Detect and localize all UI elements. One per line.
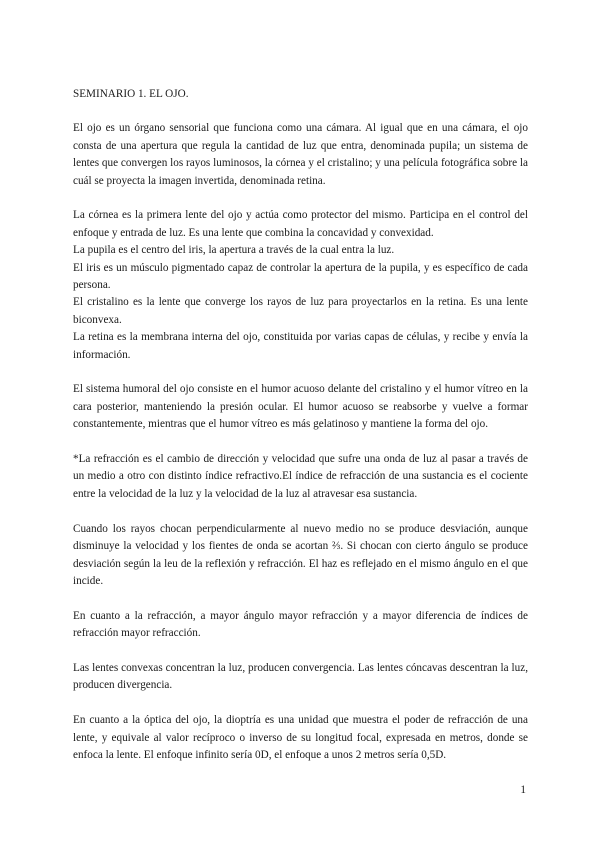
document-title: SEMINARIO 1. EL OJO. [73,88,189,100]
paragraph-refraction: *La refracción es el cambio de dirección y velocidad que sufre una onda de luz al pasar a través de un medio a otro con distinto índice refractivo.El índice de refracción de una sustancia es el cociente entre la velocidad de la luz y la velocidad de la luz al atravesar esa sustancia. [73,453,528,500]
paragraph-angle: En cuanto a la refracción, a mayor ángulo mayor refracción y a mayor diferencia de índices de refracción mayor refracción. [73,609,528,640]
paragraph-optics: En cuanto a la óptica del ojo, la dioptría es una unidad que muestra el poder de refracción de una lente, y equivale al valor recíproco o inverso de su longitud focal, expresada en metros, donde se enfoca la lente. El enfoque infinito sería 0D, el enfoque a unos 2 metros sería 0,5D. [73,714,528,761]
paragraph-rays: Cuando los rayos chocan perpendicularmente al nuevo medio no se produce desviación, aunque disminuye la velocidad y los fientes de onda se acortan ⅔. Si chocan con cierto ángulo se produce desviación según la leu de la reflexión y refracción. El haz es reflejado en el mismo ángulo en el que incide. [73,522,528,587]
paragraph-intro: El ojo es un órgano sensorial que funciona como una cámara. Al igual que en una cámara, el ojo consta de una apertura que regula la cantidad de luz que entra, denominada pupila; un sistema de lentes que convergen los rayos luminosos, la córnea y el cristalino; y una película fotográfica sobre la cuál se proyecta la imagen invertida, denominada retina. [73,122,528,187]
page-number: 1 [520,784,526,796]
eye-parts-block [73,207,528,364]
paragraph-retina: La retina es la membrana interna del ojo, constituida por varias capas de células, y recibe y envía la información. [73,331,528,361]
paragraph-humoral-system: El sistema humoral del ojo consiste en el humor acuoso delante del cristalino y el humor vítreo en la cara posterior, manteniendo la presión ocular. El humor acuoso se reabsorbe y vuelve a formar constantemente, mientras que el humor vítreo es más gelatinoso y mantiene la forma del ojo. [73,383,528,431]
paragraph-pupil: La pupila es el centro del iris, la apertura a través de la cual entra la luz. [73,244,395,257]
paragraph-iris: El iris es un músculo pigmentado capaz de controlar la apertura de la pupila, y es específico de cada persona. [73,261,528,292]
paragraph-cornea: La córnea es la primera lente del ojo y actúa como protector del mismo. Participa en el control del enfoque y entrada de luz. Es una lente que combina la concavidad y convexidad. [73,209,528,239]
document-body [73,86,528,782]
paragraph-lens: El cristalino es la lente que converge los rayos de luz para proyectarlos en la retina. Es una lente biconvexa. [73,296,528,326]
paragraph-lenses: Las lentes convexas concentran la luz, producen convergencia. Las lentes cóncavas descentran la luz, producen divergencia. [73,661,528,692]
